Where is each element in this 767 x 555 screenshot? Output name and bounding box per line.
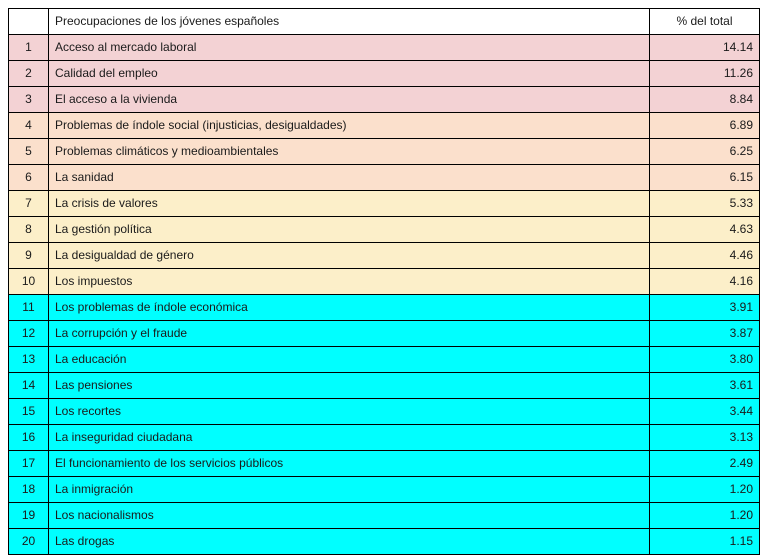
percent-cell: 14.14 — [650, 35, 760, 61]
percent-cell: 1.15 — [650, 529, 760, 555]
table-row — [9, 477, 760, 503]
table-row — [9, 399, 760, 425]
table-row — [9, 425, 760, 451]
table-row — [9, 373, 760, 399]
table-row — [9, 529, 760, 555]
percent-cell: 3.80 — [650, 347, 760, 373]
rank-cell: 16 — [9, 425, 49, 451]
table-row — [9, 269, 760, 295]
concern-label-cell: La gestión política — [49, 217, 650, 243]
table-row — [9, 243, 760, 269]
table-header — [9, 9, 760, 35]
table-row — [9, 113, 760, 139]
table-body — [9, 35, 760, 555]
rank-cell: 7 — [9, 191, 49, 217]
percent-cell: 3.61 — [650, 373, 760, 399]
table-row — [9, 503, 760, 529]
table-row — [9, 139, 760, 165]
concern-label-cell: La educación — [49, 347, 650, 373]
table-row — [9, 321, 760, 347]
table-row — [9, 451, 760, 477]
concern-label-cell: El funcionamiento de los servicios públicos — [49, 451, 650, 477]
concern-label-cell: Los recortes — [49, 399, 650, 425]
percent-cell: 11.26 — [650, 61, 760, 87]
table-row — [9, 165, 760, 191]
rank-cell: 3 — [9, 87, 49, 113]
header-percent-cell: % del total — [650, 9, 760, 35]
table-row — [9, 217, 760, 243]
percent-cell: 6.25 — [650, 139, 760, 165]
rank-cell: 4 — [9, 113, 49, 139]
rank-cell: 9 — [9, 243, 49, 269]
table-header-row — [9, 9, 760, 35]
table-row — [9, 191, 760, 217]
rank-cell: 15 — [9, 399, 49, 425]
concern-label-cell: La inmigración — [49, 477, 650, 503]
table-row — [9, 347, 760, 373]
rank-cell: 13 — [9, 347, 49, 373]
header-rank-cell — [9, 9, 49, 35]
table-row — [9, 87, 760, 113]
rank-cell: 5 — [9, 139, 49, 165]
rank-cell: 2 — [9, 61, 49, 87]
rank-cell: 1 — [9, 35, 49, 61]
concern-label-cell: Los impuestos — [49, 269, 650, 295]
rank-cell: 12 — [9, 321, 49, 347]
percent-cell: 8.84 — [650, 87, 760, 113]
rank-cell: 8 — [9, 217, 49, 243]
concern-label-cell: Problemas climáticos y medioambientales — [49, 139, 650, 165]
concern-label-cell: Las drogas — [49, 529, 650, 555]
concern-label-cell: Las pensiones — [49, 373, 650, 399]
rank-cell: 14 — [9, 373, 49, 399]
percent-cell: 3.91 — [650, 295, 760, 321]
rank-cell: 10 — [9, 269, 49, 295]
concern-label-cell: La sanidad — [49, 165, 650, 191]
percent-cell: 4.46 — [650, 243, 760, 269]
rank-cell: 17 — [9, 451, 49, 477]
percent-cell: 3.13 — [650, 425, 760, 451]
percent-cell: 3.87 — [650, 321, 760, 347]
percent-cell: 1.20 — [650, 503, 760, 529]
percent-cell: 5.33 — [650, 191, 760, 217]
concern-label-cell: Calidad del empleo — [49, 61, 650, 87]
concern-label-cell: Acceso al mercado laboral — [49, 35, 650, 61]
rank-cell: 19 — [9, 503, 49, 529]
concerns-table — [8, 8, 760, 555]
percent-cell: 4.16 — [650, 269, 760, 295]
percent-cell: 6.15 — [650, 165, 760, 191]
concern-label-cell: La inseguridad ciudadana — [49, 425, 650, 451]
concerns-table-container — [8, 8, 759, 555]
concern-label-cell: El acceso a la vivienda — [49, 87, 650, 113]
concern-label-cell: La corrupción y el fraude — [49, 321, 650, 347]
percent-cell: 6.89 — [650, 113, 760, 139]
table-row — [9, 35, 760, 61]
concern-label-cell: La desigualdad de género — [49, 243, 650, 269]
concern-label-cell: Problemas de índole social (injusticias, desigualdades) — [49, 113, 650, 139]
header-title-cell: Preocupaciones de los jóvenes españoles — [49, 9, 650, 35]
percent-cell: 4.63 — [650, 217, 760, 243]
table-row — [9, 295, 760, 321]
concern-label-cell: La crisis de valores — [49, 191, 650, 217]
rank-cell: 20 — [9, 529, 49, 555]
percent-cell: 1.20 — [650, 477, 760, 503]
percent-cell: 3.44 — [650, 399, 760, 425]
table-row — [9, 61, 760, 87]
rank-cell: 18 — [9, 477, 49, 503]
concern-label-cell: Los problemas de índole económica — [49, 295, 650, 321]
concern-label-cell: Los nacionalismos — [49, 503, 650, 529]
rank-cell: 11 — [9, 295, 49, 321]
rank-cell: 6 — [9, 165, 49, 191]
percent-cell: 2.49 — [650, 451, 760, 477]
